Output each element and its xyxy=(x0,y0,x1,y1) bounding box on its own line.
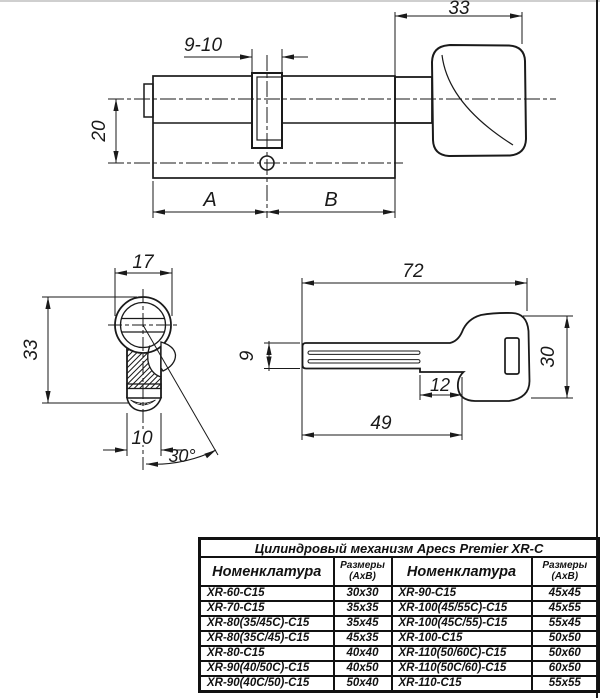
table-cell: XR-110-C15 xyxy=(392,676,532,692)
table-cell: 55x45 xyxy=(532,616,599,631)
table-title: Цилиндровый механизм Apecs Premier XR-C xyxy=(200,539,599,558)
table-cell: XR-90-C15 xyxy=(392,586,532,601)
table-cell: XR-110(50C/60)-C15 xyxy=(392,661,532,676)
key-groove xyxy=(308,360,420,363)
dim-diameter-label: 17 xyxy=(132,252,154,273)
key-outline xyxy=(303,313,530,401)
table-cell: XR-100(45/55C)-C15 xyxy=(392,601,532,616)
table-cell: 40x50 xyxy=(334,661,392,676)
table-cell: XR-80(35C/45)-C15 xyxy=(200,631,334,646)
knob-highlight-arc xyxy=(442,55,513,145)
table-cell: XR-110(50/60C)-C15 xyxy=(392,646,532,661)
table-cell: XR-90(40C/50)-C15 xyxy=(200,676,334,692)
table-cell: 35x35 xyxy=(334,601,392,616)
key-groove xyxy=(308,351,420,354)
dim-b-label: B xyxy=(324,189,338,211)
table-header-row xyxy=(200,557,599,586)
table-cell: 50x60 xyxy=(532,646,599,661)
cylinder-side-view xyxy=(89,0,556,218)
table-cell: XR-100(45C/55)-C15 xyxy=(392,616,532,631)
dim-bow-height-label: 30 xyxy=(538,346,559,368)
key-view xyxy=(237,261,573,440)
dim-blade-length-label: 49 xyxy=(370,413,392,434)
table-cell: XR-90(40/50C)-C15 xyxy=(200,661,334,676)
table-row xyxy=(200,646,599,661)
table-row xyxy=(200,676,599,692)
knob-stem xyxy=(395,77,432,123)
dim-body-width-label: 10 xyxy=(131,428,153,449)
col-header-size-2: Размеры (АхВ) xyxy=(532,557,599,586)
spec-table xyxy=(198,537,600,693)
table-cell: XR-80-C15 xyxy=(200,646,334,661)
table-cell: 60x50 xyxy=(532,661,599,676)
cam-tip-rotated xyxy=(161,342,176,371)
table-cell: 40x40 xyxy=(334,646,392,661)
table-cell: XR-70-C15 xyxy=(200,601,334,616)
table-cell: 45x35 xyxy=(334,631,392,646)
table-cell: 50x40 xyxy=(334,676,392,692)
dim-axis-offset-label: 20 xyxy=(89,120,110,142)
key-bow-hole xyxy=(505,338,519,374)
dim-cam-angle-label: 30° xyxy=(168,446,196,466)
table-cell: 35x45 xyxy=(334,616,392,631)
thumb-turn-knob xyxy=(432,45,526,156)
table-cell: XR-80(35/45C)-C15 xyxy=(200,616,334,631)
table-cell: 50x50 xyxy=(532,631,599,646)
col-header-nomenclature-2: Номенклатура xyxy=(392,557,532,586)
table-title-row xyxy=(200,539,599,558)
table-cell: 30x30 xyxy=(334,586,392,601)
table-row xyxy=(200,601,599,616)
table-cell: 55x55 xyxy=(532,676,599,692)
col-header-size-1: Размеры (АхВ) xyxy=(334,557,392,586)
table-row xyxy=(200,616,599,631)
table-cell: 45x55 xyxy=(532,601,599,616)
table-row xyxy=(200,661,599,676)
col-header-nomenclature-1: Номенклатура xyxy=(200,557,334,586)
table-cell: XR-60-C15 xyxy=(200,586,334,601)
dim-cam-width-label: 9-10 xyxy=(183,35,223,56)
dim-height-label: 33 xyxy=(21,339,42,361)
dim-a-label: A xyxy=(203,189,217,211)
dim-blade-height-label: 9 xyxy=(237,350,258,362)
table-cell: 45x45 xyxy=(532,586,599,601)
dim-step-label: 12 xyxy=(429,375,451,395)
cylinder-section-view xyxy=(21,252,218,470)
dim-knob-width-label: 33 xyxy=(448,0,470,19)
cylinder-face-plate xyxy=(144,84,153,117)
table-row xyxy=(200,631,599,646)
dim-key-length-label: 72 xyxy=(402,261,424,282)
table-cell: XR-100-C15 xyxy=(392,631,532,646)
table-row xyxy=(200,586,599,601)
